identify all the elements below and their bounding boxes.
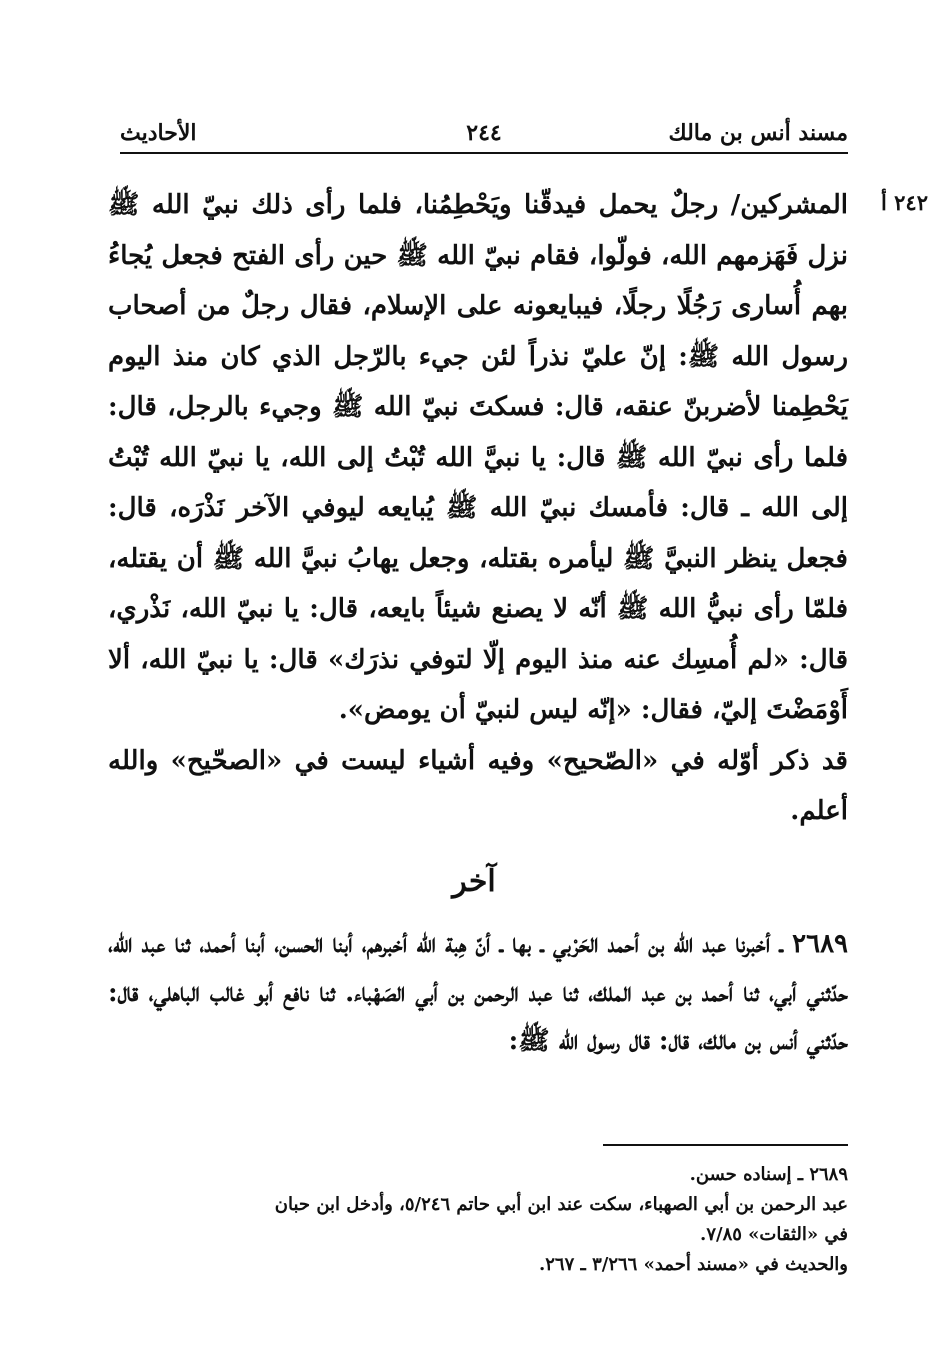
- section-name: الأحاديث: [120, 120, 197, 146]
- footnote-line: في «الثقات» ٧/٨٥.: [700, 1224, 848, 1245]
- book-title: مسند أنس بن مالك: [668, 120, 848, 146]
- section-title: آخر: [452, 864, 496, 899]
- hadith-2689-text: ٢٦٨٩ ـ أخبرنا عبد الله بن أحمد الحَرْبي ـ بها ـ أنّ هِبة الله أخبرهم، أبنا الحسن، أبنا أحمد، ثنا عبد الله، حدّثني أبي، ثنا أحمد بن عبد الملك، ثنا عبد الرحمن بن أبي الصَهْباء. ثنا نافع أبو غالب الباهلي، قال: حدّثني أنس بن مالك، قال: قال رسول الله ﷺ:: [108, 929, 848, 1056]
- footnote-separator: [603, 1144, 848, 1146]
- page-number: ٢٤٤: [466, 120, 502, 146]
- main-hadith-text: المشركين/ رجلٌ يحمل فيدقّنا ويَحْطِمُنا، فلما رأى ذلك نبيّ الله ﷺ نزل فَهَزمهم الله، فولّوا، فقام نبيّ الله ﷺ حين رأى الفتح فجعل يُجاءُ بهم أُسارى رَجُلًا رجلًا، فيبايعونه على الإسلام، فقال رجلٌ من أصحاب رسول الله ﷺ: إنّ عليّ نذراً لئن جيء بالرّجل الذي كان منذ اليوم يَحْطِمنا لأضربنّ عنقه، قال: فسكتَ نبيّ الله ﷺ وجيء بالرجل، قال: فلما رأى نبيّ الله ﷺ قال: يا نبيَّ الله تُبْتُ إلى الله، يا نبيّ الله تُبْتُ إلى الله ـ قال: فأمسك نبيّ الله ﷺ يُبايعه ليوفي الآخر نَذْرَه، قال: فجعل ينظر النبيَّ ﷺ ليأمره بقتله، وجعل يهابُ نبيَّ الله ﷺ أن يقتله، فلمّا رأى نبيُّ الله ﷺ أنّه لا يصنع شيئاً بايعه، قال: يا نبيّ الله، نَذْري، قال: «لم أُمسِك عنه منذ اليوم إلّا لتوفي نذرَك» قال: يا نبيّ الله، ألا أَوْمَضْتَ إليّ، فقال: «إنّه ليس لنبيّ أن يومض».: [108, 190, 848, 725]
- editor-note: قد ذكر أوّله في «الصّحيح» وفيه أشياء ليست في «الصحّيح» والله أعلم.: [108, 746, 848, 826]
- manuscript-folio-marker: ٢٤٢ أ: [881, 190, 928, 215]
- footnotes: [108, 1160, 848, 1280]
- footnote-line: ٢٦٨٩ ـ إسناده حسن.: [689, 1164, 848, 1185]
- page-header: [120, 118, 848, 154]
- footnote-line: عبد الرحمن بن أبي الصهباء، سكت عند ابن أبي حاتم ٥/٢٤٦، وأدخل ابن حبان: [274, 1194, 848, 1215]
- footnote-line: والحديث في «مسند أحمد» ٣/٢٦٦ ـ ٢٦٧.: [538, 1254, 848, 1275]
